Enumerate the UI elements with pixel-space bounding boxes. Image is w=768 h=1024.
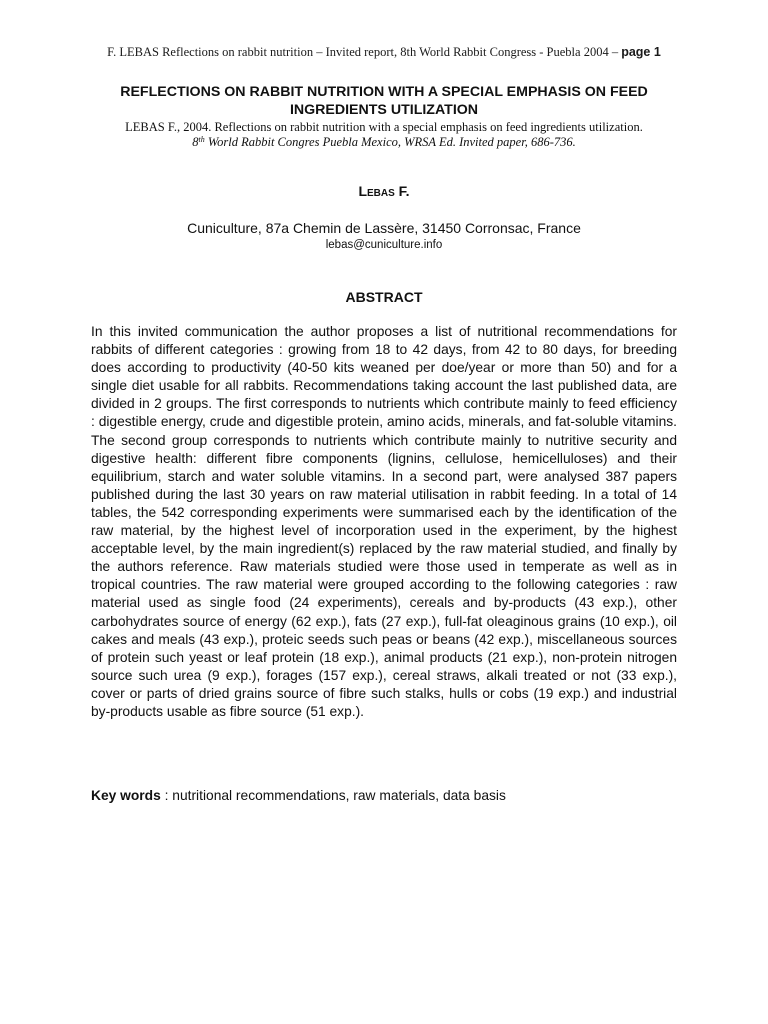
citation-line-1: LEBAS F., 2004. Reflections on rabbit nutrition with a special emphasis on feed ingredients utilization.	[125, 120, 643, 134]
running-header	[0, 45, 768, 60]
citation-edition-number: 8	[192, 134, 199, 149]
keywords-text: : nutritional recommendations, raw materials, data basis	[160, 788, 506, 803]
citation-line-2	[60, 135, 708, 150]
author-initial: F.	[394, 183, 410, 199]
author-name	[0, 183, 768, 199]
abstract-heading: ABSTRACT	[345, 289, 423, 305]
keywords-label: Key words	[91, 788, 161, 803]
citation-source: World Rabbit Congres Puebla Mexico, WRSA Ed. Invited paper, 686-736.	[204, 134, 576, 149]
keywords	[91, 788, 677, 803]
paper-title: REFLECTIONS ON RABBIT NUTRITION WITH A SPECIAL EMPHASIS ON FEED INGREDIENTS UTILIZATION	[120, 84, 648, 118]
running-header-text: F. LEBAS Reflections on rabbit nutrition – Invited report, 8th World Rabbit Congress - Puebla 2004 –	[107, 45, 622, 59]
abstract-text: In this invited communication the author proposes a list of nutritional recommendations for rabbits of different categories : growing from 18 to 42 days, from 42 to 80 days, for breeding does according to productivity (40-50 kits weaned per doe/year or more than 50) and for a single diet usable for all rabbits. Recommendations taking account the last published data, are divided in 2 groups. The first corresponds to nutrients which contribute mainly to feed efficiency : digestible energy, crude and digestible protein, amino acids, minerals, and fat-soluble vitamins. The second group corresponds to nutrients which contribute mainly to nutritive security and digestive health: different fibre components (lignins, cellulose, hemicelluloses) and their equilibrium, starch and water soluble vitamins. In a second part, were analysed 387 papers published during the last 30 years on raw material utilisation in rabbit feeding. In a total of 14 tables, the 542 corresponding experiments were summarised each by the identification of the raw material, by the highest level of incorporation used in the experiment, by the highest acceptable level, by the main ingredient(s) replaced by the raw material studied, and finally by the authors reference. Raw materials studied were those used in temperate as well as in tropical countries. The raw material were grouped according to the following categories : raw material used as single food (24 experiments), cereals and by-products (43 exp.), other carbohydrates source of energy (62 exp.), fats (27 exp.), full-fat oleaginous grains (10 exp.), oil cakes and meals (43 exp.), proteic seeds such peas or beans (42 exp.), miscellaneous sources of protein such yeast or leaf protein (18 exp.), animal products (21 exp.), non-protein nitrogen source such urea (9 exp.), forages (157 exp.), cereal straws, alkali treated or not (33 exp.), cover or parts of dried grains source of fibre such stalks, hulls or cobs (19 exp.) and industrial by-products usable as fibre source (51 exp.).	[91, 324, 677, 719]
citation	[60, 120, 708, 149]
author-email: lebas@cuniculture.info	[325, 239, 443, 251]
citation-edition-suffix: th	[198, 134, 205, 144]
author-affiliation: Cuniculture, 87a Chemin de Lassère, 31450 Corronsac, France	[187, 220, 581, 236]
author-surname: Lebas	[358, 183, 395, 199]
page-number: page 1	[621, 45, 661, 59]
